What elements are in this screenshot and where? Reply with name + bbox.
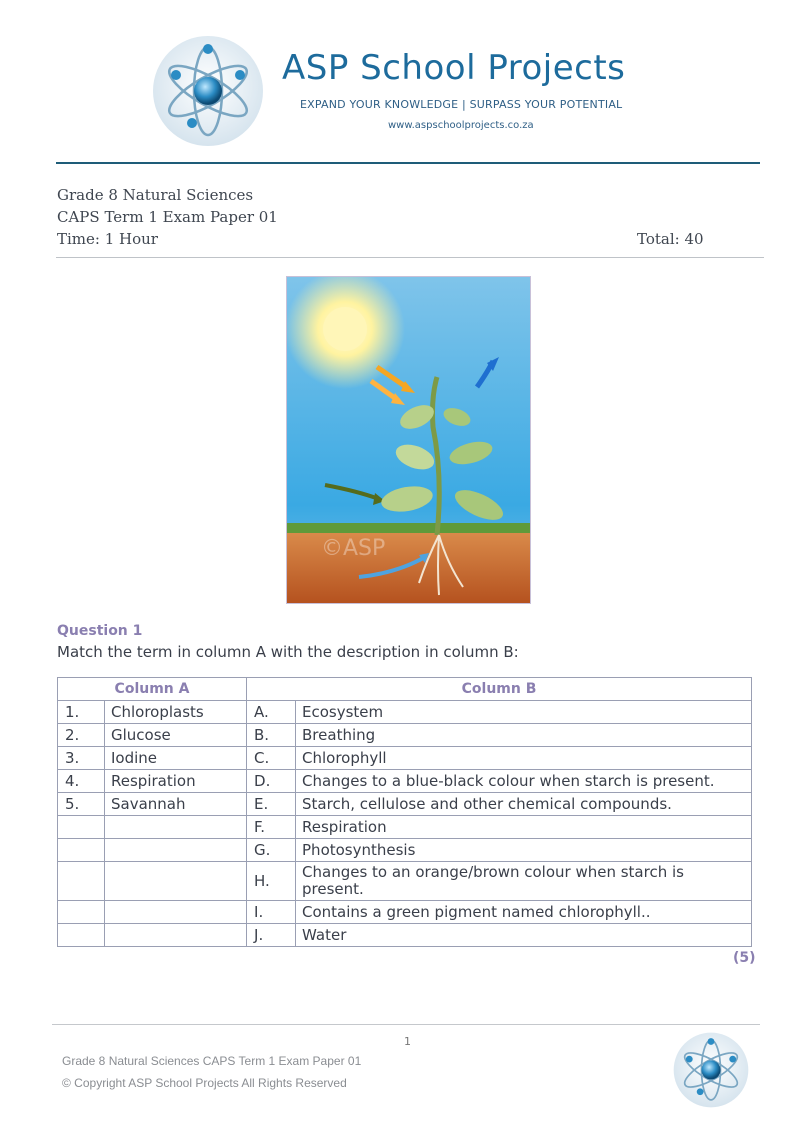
brand-title: ASP School Projects <box>282 48 626 88</box>
column-b-description: Breathing <box>296 724 752 747</box>
atom-logo-icon <box>152 35 264 147</box>
column-b-description: Starch, cellulose and other chemical compounds. <box>296 793 752 816</box>
table-header-row <box>58 678 752 701</box>
table-row <box>58 724 752 747</box>
column-a-number: 5. <box>58 793 105 816</box>
table-row <box>58 701 752 724</box>
photosynthesis-plant-illustration <box>286 276 531 604</box>
column-b-letter: H. <box>247 862 296 901</box>
column-a-term: Savannah <box>105 793 247 816</box>
column-b-letter: I. <box>247 901 296 924</box>
atom-logo-icon <box>673 1032 749 1108</box>
column-a-number: 3. <box>58 747 105 770</box>
column-b-description: Contains a green pigment named chlorophyll.. <box>296 901 752 924</box>
column-b-header: Column B <box>247 678 752 701</box>
column-b-letter: G. <box>247 839 296 862</box>
question-instruction: Match the term in column A with the description in column B: <box>57 643 519 661</box>
column-b-letter: B. <box>247 724 296 747</box>
column-b-letter: A. <box>247 701 296 724</box>
column-a-term: Glucose <box>105 724 247 747</box>
table-row <box>58 816 752 839</box>
column-a-term <box>105 924 247 947</box>
column-b-description: Photosynthesis <box>296 839 752 862</box>
column-a-number: 4. <box>58 770 105 793</box>
brand-tagline: EXPAND YOUR KNOWLEDGE | SURPASS YOUR POTENTIAL <box>300 98 623 111</box>
header-divider <box>56 162 760 164</box>
table-row <box>58 793 752 816</box>
column-a-number <box>58 816 105 839</box>
column-b-letter: F. <box>247 816 296 839</box>
table-row <box>58 747 752 770</box>
question-marks: (5) <box>733 950 756 966</box>
column-a-term <box>105 816 247 839</box>
footer-copyright: © Copyright ASP School Projects All Rights Reserved <box>62 1076 347 1090</box>
column-b-letter: E. <box>247 793 296 816</box>
total-label: Total: 40 <box>637 230 704 248</box>
column-b-description: Ecosystem <box>296 701 752 724</box>
column-a-term: Respiration <box>105 770 247 793</box>
column-b-description: Changes to a blue-black colour when starch is present. <box>296 770 752 793</box>
column-a-header: Column A <box>58 678 247 701</box>
column-a-number <box>58 901 105 924</box>
subject-label: Grade 8 Natural Sciences <box>57 186 254 204</box>
column-a-term <box>105 862 247 901</box>
footer-divider <box>52 1024 760 1025</box>
illustration-watermark: ©ASP <box>321 536 386 561</box>
column-a-number <box>58 839 105 862</box>
table-row <box>58 924 752 947</box>
column-b-description: Changes to an orange/brown colour when starch is present. <box>296 862 752 901</box>
table-row <box>58 901 752 924</box>
column-a-number <box>58 862 105 901</box>
column-b-description: Water <box>296 924 752 947</box>
column-b-description: Respiration <box>296 816 752 839</box>
column-a-number: 2. <box>58 724 105 747</box>
column-b-letter: D. <box>247 770 296 793</box>
column-a-number <box>58 924 105 947</box>
question-title: Question 1 <box>57 623 143 639</box>
column-b-letter: C. <box>247 747 296 770</box>
time-label: Time: 1 Hour <box>57 230 158 248</box>
table-row <box>58 770 752 793</box>
footer-document-title: Grade 8 Natural Sciences CAPS Term 1 Exam Paper 01 <box>62 1054 362 1068</box>
paper-label: CAPS Term 1 Exam Paper 01 <box>57 208 278 226</box>
column-b-letter: J. <box>247 924 296 947</box>
column-a-term <box>105 839 247 862</box>
brand-url[interactable]: www.aspschoolprojects.co.za <box>388 120 534 131</box>
matching-table <box>57 677 752 947</box>
column-a-term <box>105 901 247 924</box>
column-a-number: 1. <box>58 701 105 724</box>
column-b-description: Chlorophyll <box>296 747 752 770</box>
table-row <box>58 862 752 901</box>
page-number: 1 <box>404 1035 411 1048</box>
column-a-term: Chloroplasts <box>105 701 247 724</box>
meta-divider <box>56 257 764 258</box>
column-a-term: Iodine <box>105 747 247 770</box>
table-row <box>58 839 752 862</box>
